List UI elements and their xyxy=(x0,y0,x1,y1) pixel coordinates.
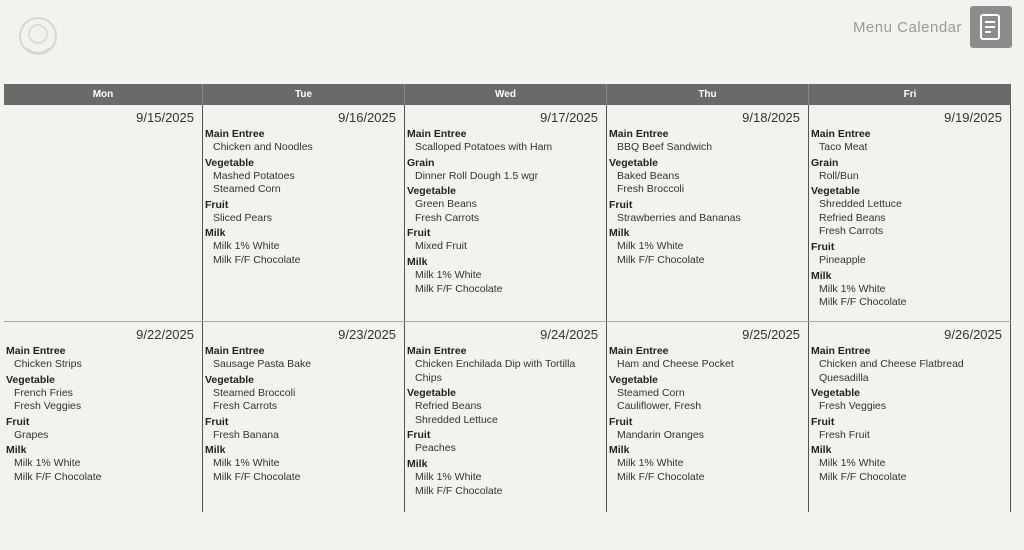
menu-category: Fruit xyxy=(205,415,229,428)
day-date: 9/15/2025 xyxy=(136,110,194,125)
menu-item: French Fries xyxy=(14,386,73,399)
menu-item: Mixed Fruit xyxy=(415,240,467,253)
menu-item: Chicken and Noodles xyxy=(213,141,313,153)
school-crest-logo xyxy=(14,12,62,60)
menu-calendar xyxy=(4,84,1011,512)
menu-item: Milk 1% White xyxy=(415,268,482,281)
menu-category: Fruit xyxy=(6,415,30,428)
menu-item: Milk F/F Chocolate xyxy=(213,470,301,483)
menu-category: Vegetable xyxy=(609,373,659,386)
day-cell xyxy=(607,105,809,321)
weekday-wed: Wed xyxy=(405,84,607,105)
menu-item: Grapes xyxy=(14,428,49,441)
menu-item: Shredded Lettuce xyxy=(415,413,498,426)
day-cell xyxy=(809,322,1011,512)
menu-category: Main Entree xyxy=(407,128,467,140)
menu-item: Fresh Fruit xyxy=(819,428,870,441)
menu-category: Main Entree xyxy=(609,345,669,357)
day-cell xyxy=(203,105,405,321)
day-date: 9/25/2025 xyxy=(742,327,800,342)
menu-item: Cauliflower, Fresh xyxy=(617,400,702,413)
weekday-fri: Fri xyxy=(903,89,917,100)
menu-document-button[interactable] xyxy=(970,6,1012,48)
menu-category: Grain xyxy=(407,156,435,169)
menu-category: Grain xyxy=(811,156,839,169)
menu-item: Milk F/F Chocolate xyxy=(819,470,907,483)
day-date: 9/24/2025 xyxy=(540,327,598,342)
menu-item: Shredded Lettuce xyxy=(819,198,902,211)
menu-category: Milk xyxy=(407,255,428,268)
day-date: 9/17/2025 xyxy=(540,110,598,125)
menu-category: Vegetable xyxy=(205,156,255,169)
menu-category: Milk xyxy=(205,227,226,240)
menu-category: Main Entree xyxy=(407,345,467,357)
menu-category: Vegetable xyxy=(811,387,861,400)
menu-item: Peaches xyxy=(415,442,456,455)
menu-category: Fruit xyxy=(609,198,633,211)
menu-category: Vegetable xyxy=(6,373,56,386)
menu-category: Main Entree xyxy=(811,345,871,357)
menu-item: BBQ Beef Sandwich xyxy=(617,141,713,153)
menu-item: Milk 1% White xyxy=(213,240,280,253)
menu-item: Milk 1% White xyxy=(617,457,684,470)
menu-item: Milk 1% White xyxy=(819,282,886,295)
menu-item: Steamed Corn xyxy=(213,183,281,196)
menu-item: Chicken Strips xyxy=(14,358,82,370)
menu-item: Fresh Banana xyxy=(213,428,279,441)
menu-category: Milk xyxy=(407,457,428,470)
menu-category: Milk xyxy=(811,269,832,282)
document-icon xyxy=(979,13,1003,41)
menu-category: Fruit xyxy=(811,240,835,253)
menu-item: Milk 1% White xyxy=(415,470,482,483)
day-date: 9/22/2025 xyxy=(136,327,194,342)
menu-item: Milk F/F Chocolate xyxy=(415,282,503,295)
menu-item: Milk F/F Chocolate xyxy=(14,470,102,483)
menu-item: Sausage Pasta Bake xyxy=(213,358,312,370)
menu-item: Fresh Veggies xyxy=(14,400,82,413)
menu-item: Roll/Bun xyxy=(819,169,859,182)
menu-item: Milk 1% White xyxy=(617,240,684,253)
menu-category: Vegetable xyxy=(811,185,861,198)
calendar-week-1 xyxy=(4,105,1011,322)
menu-item: Milk 1% White xyxy=(213,457,280,470)
weekday-thu: Thu xyxy=(607,84,809,105)
menu-category: Fruit xyxy=(609,415,633,428)
menu-item: Ham and Cheese Pocket xyxy=(617,358,734,370)
day-cell xyxy=(4,322,203,512)
menu-category: Milk xyxy=(205,444,226,457)
menu-item: Refried Beans xyxy=(819,211,886,224)
menu-item: Fresh Carrots xyxy=(819,225,884,238)
menu-item: Steamed Broccoli xyxy=(213,386,296,399)
menu-category: Main Entree xyxy=(811,128,871,140)
menu-item: Fresh Carrots xyxy=(213,400,278,413)
menu-item: Dinner Roll Dough 1.5 wgr xyxy=(415,169,539,182)
menu-item: Taco Meat xyxy=(819,141,868,153)
day-cell xyxy=(405,322,607,512)
day-cell xyxy=(809,105,1011,321)
menu-item: Baked Beans xyxy=(617,169,680,182)
menu-category: Fruit xyxy=(407,429,431,442)
day-cell xyxy=(203,322,405,512)
menu-item: Chicken and Cheese Flatbread Quesadilla xyxy=(819,358,964,384)
day-date: 9/26/2025 xyxy=(944,327,1002,342)
menu-item: Milk F/F Chocolate xyxy=(617,253,705,266)
day-date: 9/16/2025 xyxy=(338,110,396,125)
menu-item: Scalloped Potatoes with Ham xyxy=(415,141,553,153)
menu-category: Main Entree xyxy=(609,128,669,140)
menu-category: Fruit xyxy=(811,415,835,428)
menu-item: Milk F/F Chocolate xyxy=(819,296,907,309)
menu-category: Milk xyxy=(6,444,27,457)
menu-item: Refried Beans xyxy=(415,400,482,413)
menu-item: Milk F/F Chocolate xyxy=(415,484,503,497)
menu-item: Fresh Broccoli xyxy=(617,183,685,196)
menu-item: Milk 1% White xyxy=(819,457,886,470)
day-date: 9/23/2025 xyxy=(338,327,396,342)
menu-item: Pineapple xyxy=(819,253,866,266)
weekday-tue: Tue xyxy=(203,84,405,105)
menu-item: Steamed Corn xyxy=(617,386,685,399)
header-actions xyxy=(853,6,1012,48)
menu-category: Milk xyxy=(609,444,630,457)
menu-item: Sliced Pears xyxy=(213,211,272,224)
day-cell xyxy=(607,322,809,512)
weekday-header xyxy=(4,84,1011,105)
day-cell xyxy=(405,105,607,321)
calendar-week-2 xyxy=(4,322,1011,512)
menu-item: Mashed Potatoes xyxy=(213,169,295,182)
menu-item: Fresh Carrots xyxy=(415,211,480,224)
menu-category: Vegetable xyxy=(609,156,659,169)
menu-category: Fruit xyxy=(407,227,431,240)
menu-category: Vegetable xyxy=(205,373,255,386)
menu-item: Green Beans xyxy=(415,198,477,211)
menu-item: Fresh Veggies xyxy=(819,400,887,413)
menu-category: Vegetable xyxy=(407,185,457,198)
menu-category: Milk xyxy=(811,444,832,457)
menu-category: Vegetable xyxy=(407,387,457,400)
day-date: 9/18/2025 xyxy=(742,110,800,125)
menu-item: Milk F/F Chocolate xyxy=(213,253,301,266)
menu-item: Chicken Enchilada Dip with Tortilla Chips xyxy=(415,358,576,384)
menu-item: Strawberries and Bananas xyxy=(617,211,741,224)
weekday-mon: Mon xyxy=(4,84,203,105)
menu-category: Fruit xyxy=(205,198,229,211)
menu-item: Milk 1% White xyxy=(14,457,81,470)
menu-category: Main Entree xyxy=(205,128,265,140)
menu-category: Main Entree xyxy=(6,345,66,357)
menu-category: Milk xyxy=(609,227,630,240)
page-title: Menu Calendar xyxy=(852,18,962,36)
menu-item: Milk F/F Chocolate xyxy=(617,470,705,483)
day-cell xyxy=(4,105,203,321)
day-date: 9/19/2025 xyxy=(944,110,1002,125)
menu-category: Main Entree xyxy=(205,345,265,357)
menu-item: Mandarin Oranges xyxy=(617,428,704,441)
